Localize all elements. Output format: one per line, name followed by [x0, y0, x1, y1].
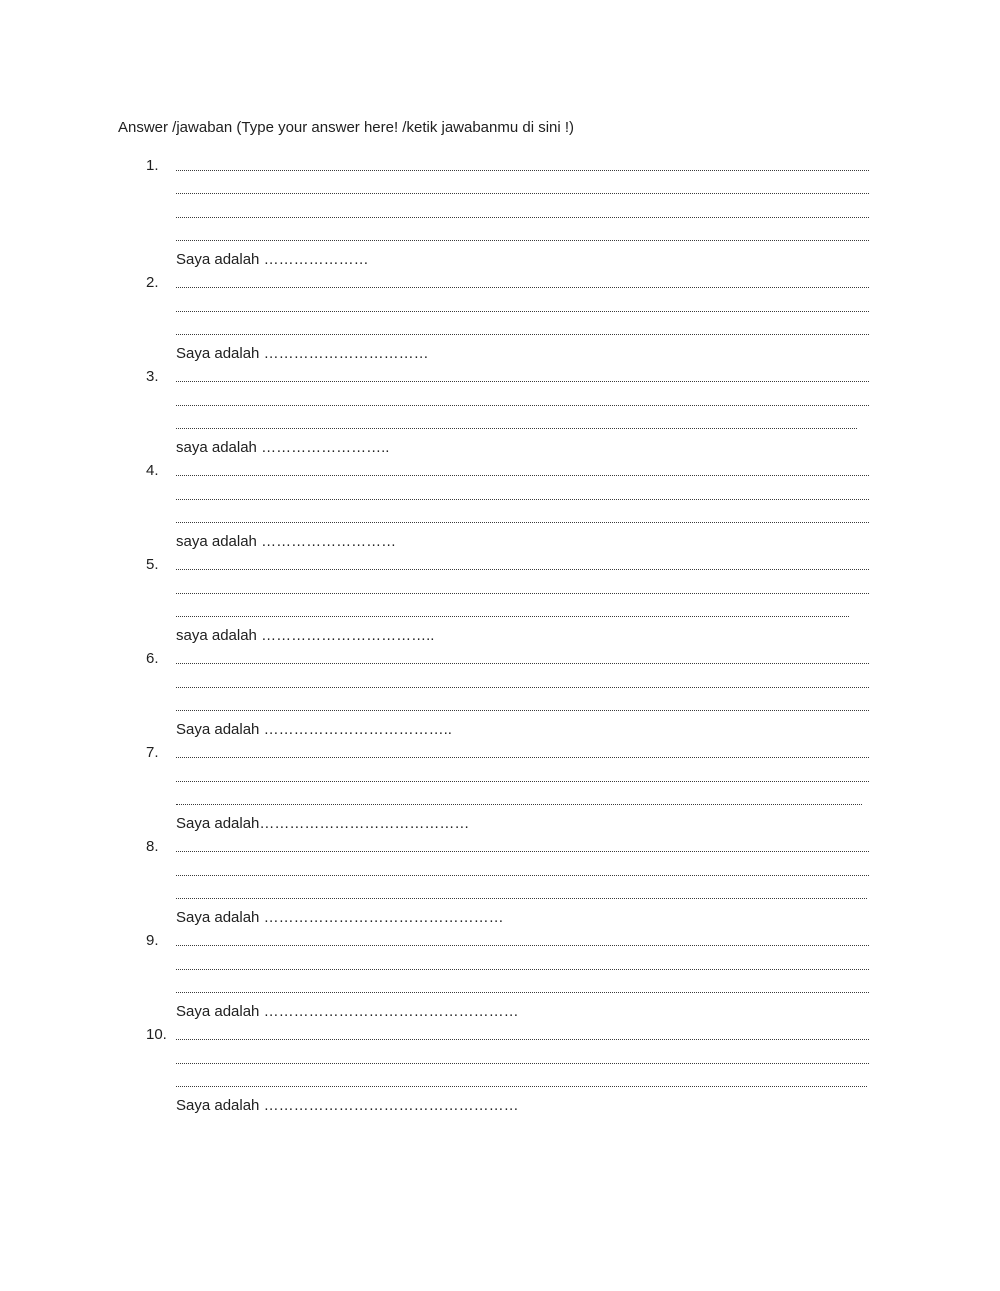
answer-number: 10.: [146, 1026, 167, 1043]
answer-line[interactable]: [176, 663, 869, 664]
saya-adalah-line[interactable]: saya adalah ………………………: [176, 532, 397, 550]
answer-line[interactable]: [176, 875, 869, 876]
answer-line[interactable]: [176, 851, 869, 852]
answer-line[interactable]: [176, 287, 869, 288]
answer-item-1: [0, 154, 1000, 272]
answer-list: [0, 154, 1000, 1118]
answer-line[interactable]: [176, 757, 869, 758]
saya-adalah-line[interactable]: Saya adalah……………………………………: [176, 814, 470, 832]
saya-adalah-line[interactable]: Saya adalah …………………: [176, 250, 369, 268]
answer-line[interactable]: [176, 781, 869, 782]
saya-adalah-line[interactable]: Saya adalah …………………………………………: [176, 908, 504, 926]
answer-line[interactable]: [176, 428, 857, 429]
answer-line[interactable]: [176, 1086, 867, 1087]
answer-number: 7.: [146, 744, 159, 761]
answer-number: 9.: [146, 932, 159, 949]
answer-line[interactable]: [176, 334, 869, 335]
answer-line[interactable]: [176, 969, 869, 970]
answer-line[interactable]: [176, 381, 869, 382]
saya-adalah-line[interactable]: Saya adalah ……………………………: [176, 344, 429, 362]
answer-line[interactable]: [176, 898, 867, 899]
answer-line[interactable]: [176, 475, 869, 476]
answer-item-6: [0, 647, 1000, 741]
saya-adalah-line[interactable]: Saya adalah ……………………………………………: [176, 1096, 519, 1114]
saya-adalah-line[interactable]: saya adalah ……………………..: [176, 438, 390, 456]
answer-line[interactable]: [176, 1039, 869, 1040]
answer-line[interactable]: [176, 945, 869, 946]
answer-line[interactable]: [176, 593, 869, 594]
answer-number: 8.: [146, 838, 159, 855]
answer-item-10: [0, 1023, 1000, 1117]
answer-item-3: [0, 365, 1000, 459]
saya-adalah-line[interactable]: saya adalah ……………………………..: [176, 626, 435, 644]
answer-line[interactable]: [176, 569, 869, 570]
answer-number: 2.: [146, 274, 159, 291]
answer-item-5: [0, 553, 1000, 647]
answer-line[interactable]: [176, 522, 869, 523]
answer-line[interactable]: [176, 240, 869, 241]
answer-line[interactable]: [176, 710, 869, 711]
answer-line[interactable]: [176, 687, 869, 688]
answer-number: 6.: [146, 650, 159, 667]
answer-line[interactable]: [176, 616, 849, 617]
answer-item-8: [0, 835, 1000, 929]
answer-number: 5.: [146, 556, 159, 573]
answer-line[interactable]: [176, 992, 869, 993]
answer-item-7: [0, 741, 1000, 835]
answer-number: 3.: [146, 368, 159, 385]
answer-instruction: Answer /jawaban (Type your answer here! /ketik jawabanmu di sini !): [118, 119, 575, 136]
answer-item-4: [0, 459, 1000, 553]
answer-line[interactable]: [176, 311, 869, 312]
answer-item-2: [0, 271, 1000, 365]
answer-number: 4.: [146, 462, 159, 479]
answer-line[interactable]: [176, 170, 869, 171]
answer-line[interactable]: [176, 804, 862, 805]
answer-line[interactable]: [176, 499, 869, 500]
saya-adalah-line[interactable]: Saya adalah ……………………………………………: [176, 1002, 519, 1020]
answer-number: 1.: [146, 156, 159, 174]
answer-line[interactable]: [176, 193, 869, 194]
answer-line[interactable]: [176, 405, 869, 406]
saya-adalah-line[interactable]: Saya adalah ………………………………..: [176, 720, 452, 738]
answer-line[interactable]: [176, 217, 869, 218]
answer-item-9: [0, 929, 1000, 1023]
answer-line[interactable]: [176, 1063, 869, 1064]
